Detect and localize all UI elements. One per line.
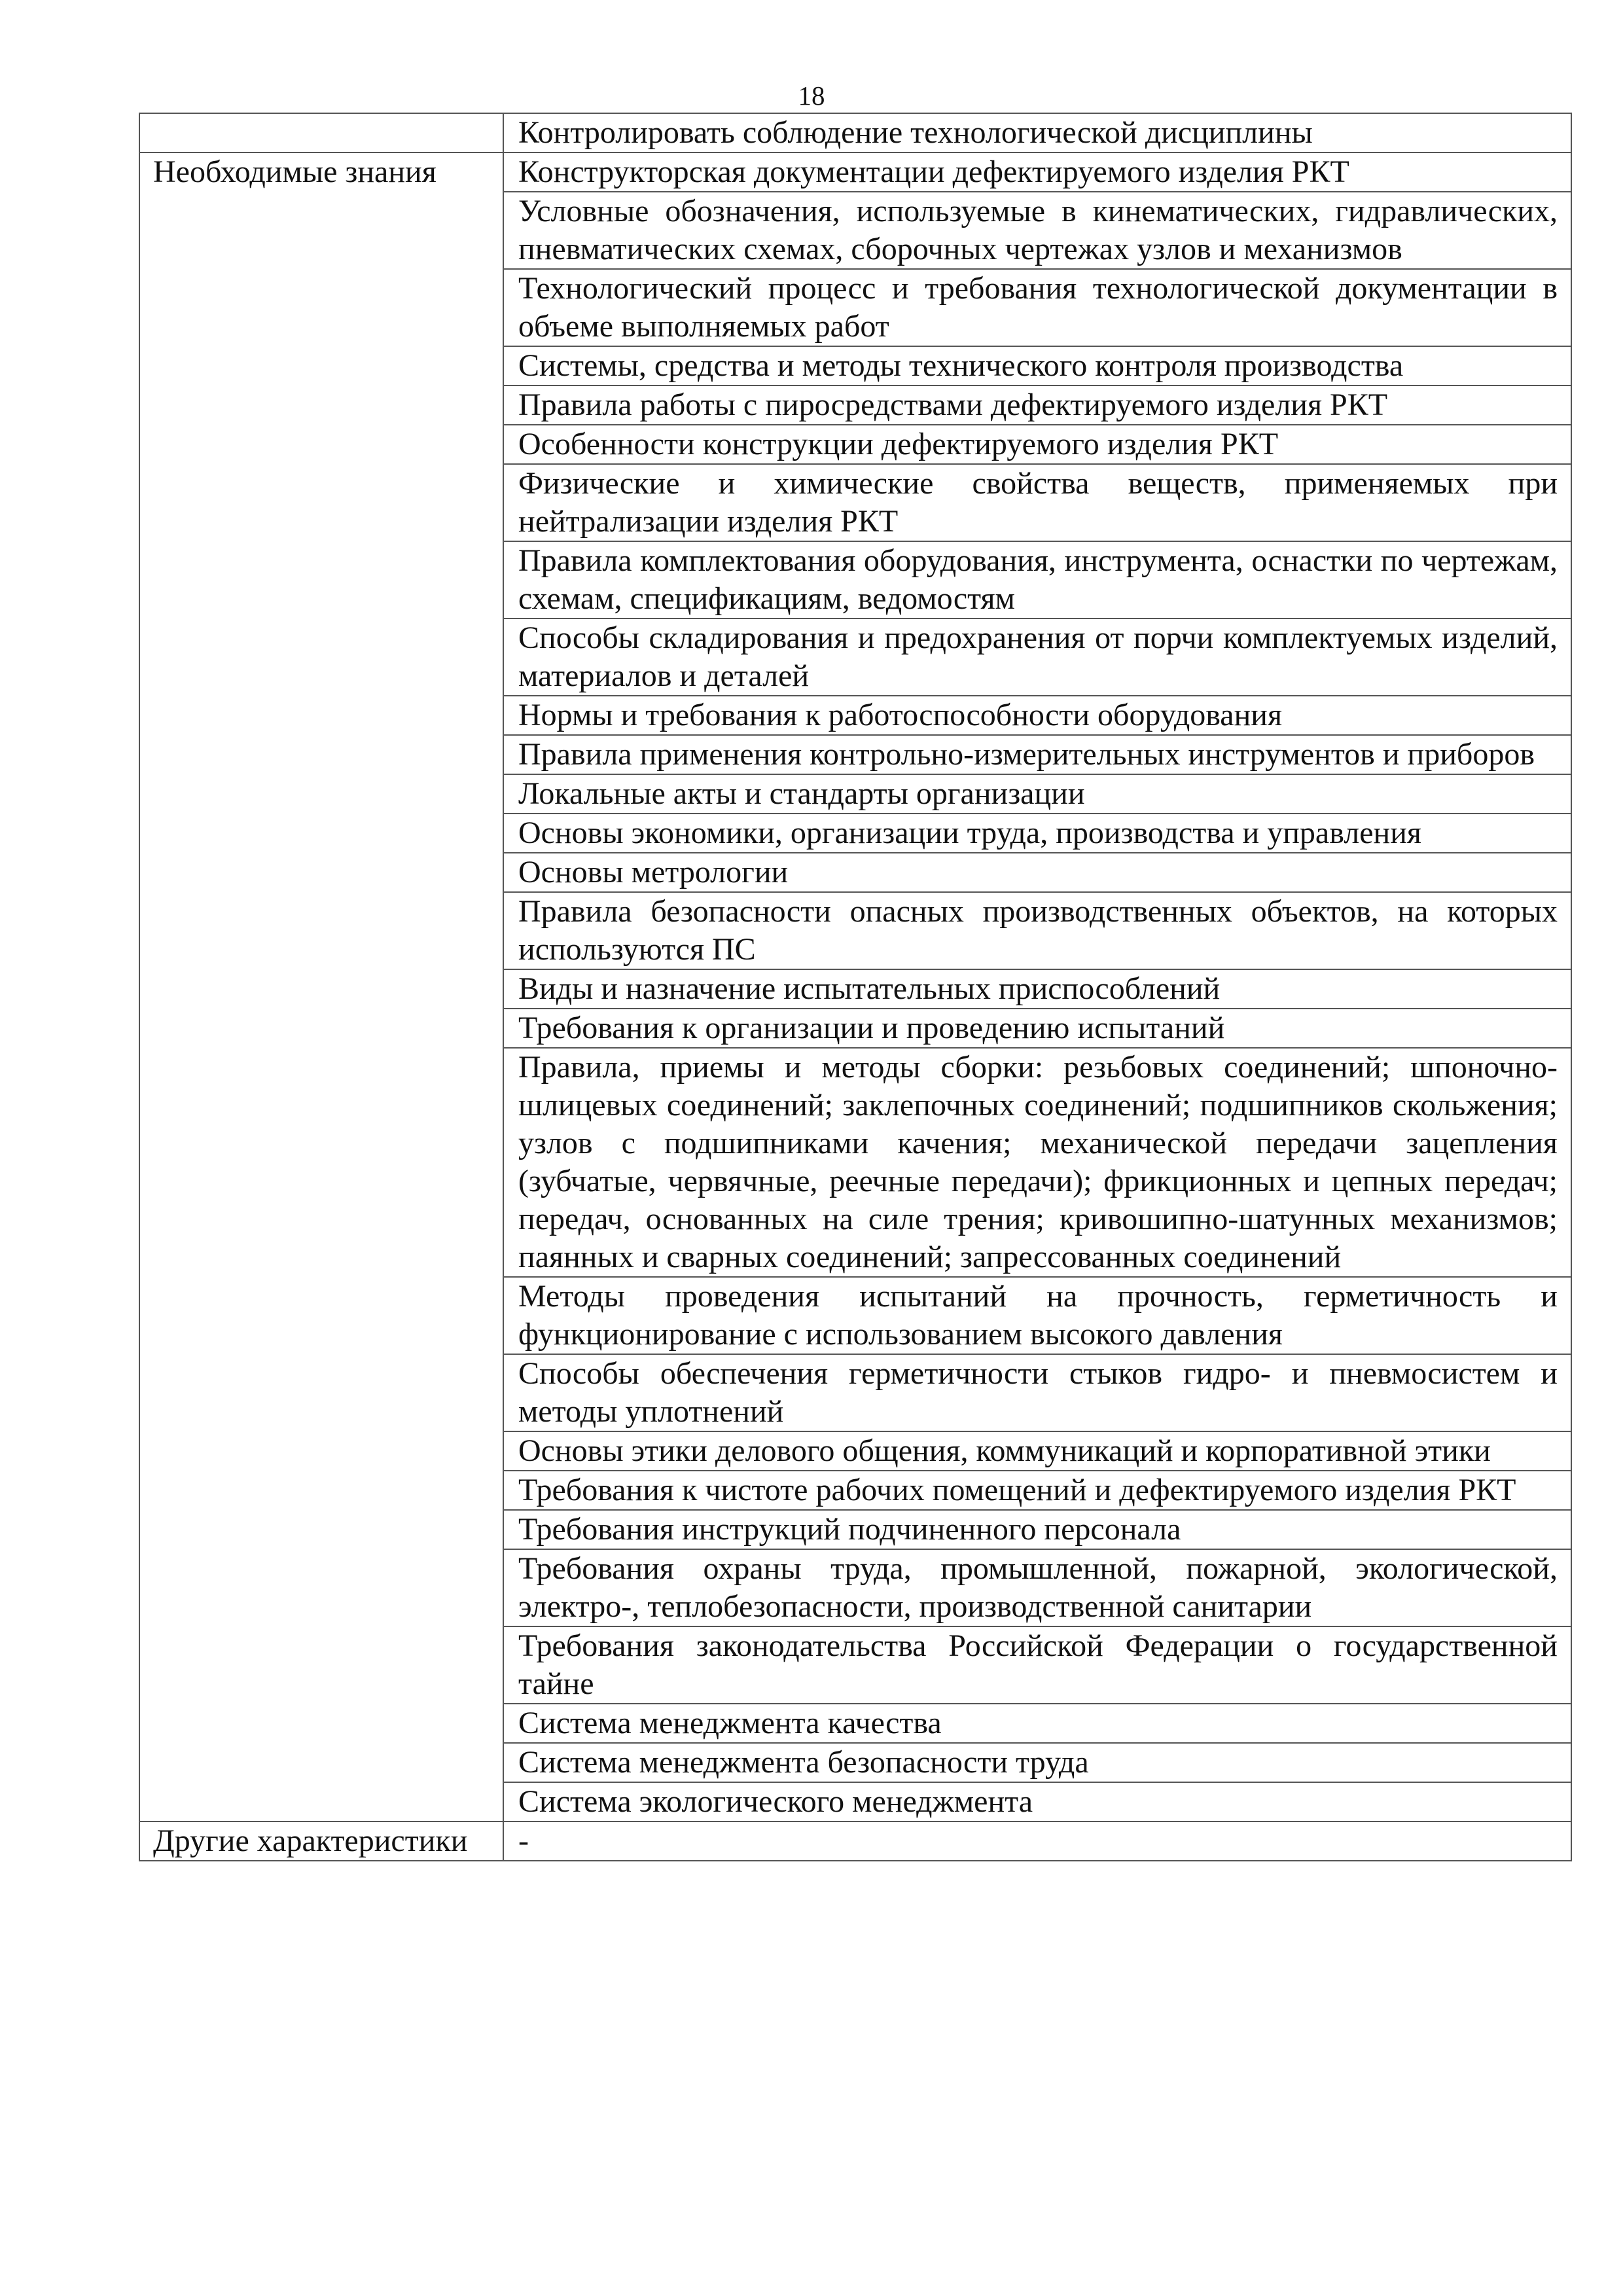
requirement-item: Требования к организации и проведению испытаний [503, 1009, 1571, 1048]
requirement-item: Методы проведения испытаний на прочность, герметичность и функционирование с использованием высокого давления [503, 1277, 1571, 1354]
requirement-item: Требования законодательства Российской Федерации о государственной тайне [503, 1626, 1571, 1704]
requirement-item: Требования к чистоте рабочих помещений и дефектируемого изделия РКТ [503, 1471, 1571, 1510]
requirement-item: Правила применения контрольно-измерительных инструментов и приборов [503, 735, 1571, 774]
requirement-item: Требования инструкций подчиненного персонала [503, 1510, 1571, 1549]
requirement-item: Способы обеспечения герметичности стыков гидро- и пневмосистем и методы уплотнений [503, 1354, 1571, 1431]
requirement-item: Основы этики делового общения, коммуникаций и корпоративной этики [503, 1431, 1571, 1471]
requirement-item: Системы, средства и методы технического контроля производства [503, 346, 1571, 386]
table-row [139, 152, 1571, 192]
page-number: 18 [798, 81, 825, 111]
requirement-item: - [503, 1821, 1571, 1861]
requirement-item: Способы складирования и предохранения от порчи комплектуемых изделий, материалов и деталей [503, 619, 1571, 696]
requirement-item: Конструкторская документации дефектируемого изделия РКТ [503, 152, 1571, 192]
requirement-item: Правила, приемы и методы сборки: резьбовых соединений; шпоночно-шлицевых соединений; заклепочных соединений; подшипников скольжения; узлов с подшипниками качения; механической передачи зацепления (зубчатые, червячные, реечные передачи); фрикционных и цепных передач; передач, основанных на силе трения; кривошипно-шатунных механизмов; паянных и сварных соединений; запрессованных соединений [503, 1048, 1571, 1277]
table-row [139, 113, 1571, 152]
section-label: Необходимые знания [139, 152, 503, 1821]
requirement-item: Условные обозначения, используемые в кинематических, гидравлических, пневматических схемах, сборочных чертежах узлов и механизмов [503, 192, 1571, 269]
requirement-item: Основы метрологии [503, 853, 1571, 892]
requirement-item: Особенности конструкции дефектируемого изделия РКТ [503, 425, 1571, 464]
requirement-item: Система экологического менеджмента [503, 1782, 1571, 1821]
requirement-item: Система менеджмента качества [503, 1704, 1571, 1743]
section-label [139, 113, 503, 152]
requirement-item: Требования охраны труда, промышленной, пожарной, экологической, электро-, теплобезопасности, производственной санитарии [503, 1549, 1571, 1626]
requirement-item: Нормы и требования к работоспособности оборудования [503, 696, 1571, 735]
table-row [139, 1821, 1571, 1861]
requirement-item: Правила комплектования оборудования, инструмента, оснастки по чертежам, схемам, спецификациям, ведомостям [503, 541, 1571, 619]
section-label: Другие характеристики [139, 1821, 503, 1861]
requirements-table [139, 113, 1572, 1861]
requirement-item: Локальные акты и стандарты организации [503, 774, 1571, 814]
requirement-item: Правила работы с пиросредствами дефектируемого изделия РКТ [503, 386, 1571, 425]
requirement-item: Технологический процесс и требования технологической документации в объеме выполняемых работ [503, 269, 1571, 346]
requirement-item: Правила безопасности опасных производственных объектов, на которых используются ПС [503, 892, 1571, 969]
requirement-item: Система менеджмента безопасности труда [503, 1743, 1571, 1782]
requirement-item: Виды и назначение испытательных приспособлений [503, 969, 1571, 1009]
requirement-item: Физические и химические свойства веществ, применяемых при нейтрализации изделия РКТ [503, 464, 1571, 541]
requirement-item: Основы экономики, организации труда, производства и управления [503, 814, 1571, 853]
requirement-item: Контролировать соблюдение технологической дисциплины [503, 113, 1571, 152]
